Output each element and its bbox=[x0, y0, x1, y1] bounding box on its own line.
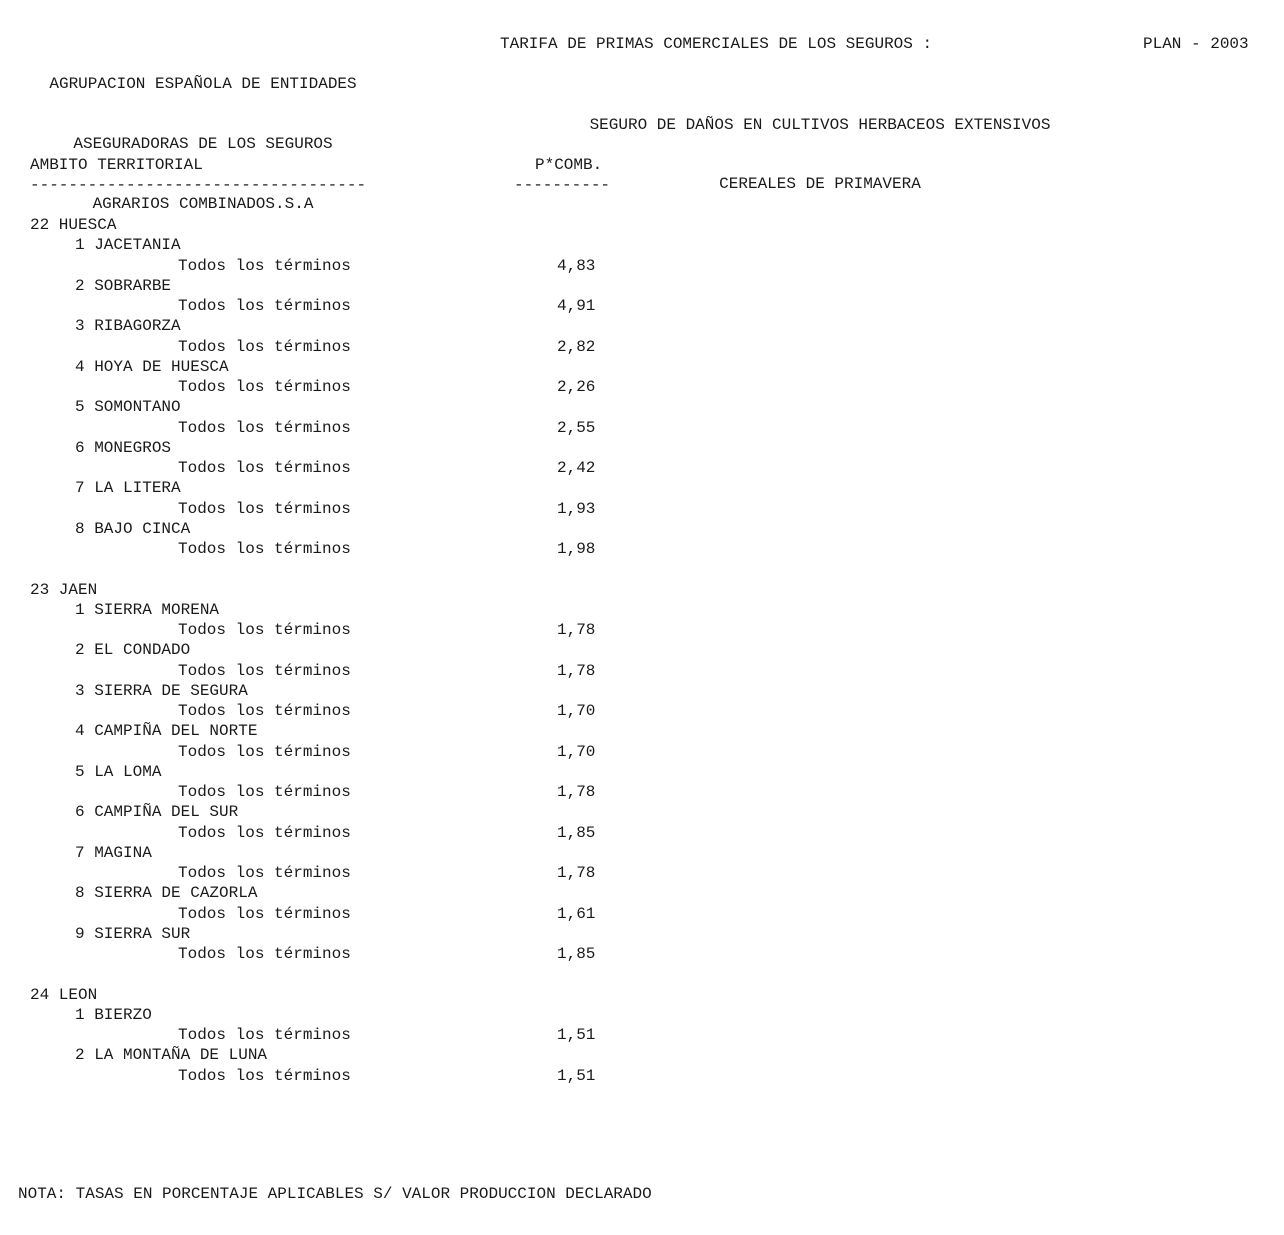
term-row bbox=[0, 418, 700, 438]
term-label: Todos los términos bbox=[178, 823, 351, 842]
premium-value: 1,51 bbox=[557, 1066, 596, 1085]
term-label: Todos los términos bbox=[178, 661, 351, 680]
org-line: AGRARIOS COMBINADOS.S.A bbox=[92, 195, 314, 213]
footer-note: NOTA: TASAS EN PORCENTAJE APLICABLES S/ VALOR PRODUCCION DECLARADO bbox=[18, 1185, 652, 1203]
premium-value: 1,78 bbox=[557, 661, 596, 680]
term-label: Todos los términos bbox=[178, 499, 351, 518]
header-rule: ---------- bbox=[514, 176, 611, 194]
comarca-name: 3 RIBAGORZA bbox=[75, 317, 181, 336]
term-label: Todos los términos bbox=[178, 702, 351, 720]
comarca-name: 6 CAMPIÑA DEL SUR bbox=[75, 803, 239, 822]
column-header-pcomb: P*COMB. bbox=[535, 156, 603, 174]
comarca-name: 1 JACETANIA bbox=[75, 236, 181, 255]
document-title: TARIFA DE PRIMAS COMERCIALES DE LOS SEGUROS : bbox=[500, 35, 933, 53]
section-gap bbox=[0, 964, 700, 984]
term-row bbox=[0, 863, 700, 883]
comarca-name: 4 CAMPIÑA DEL NORTE bbox=[75, 722, 258, 741]
term-row bbox=[0, 944, 700, 964]
premium-value: 1,78 bbox=[557, 621, 596, 639]
comarca-row bbox=[0, 478, 700, 498]
column-header-ambito: AMBITO TERRITORIAL bbox=[30, 156, 203, 174]
comarca-name: 1 SIERRA MORENA bbox=[75, 600, 220, 619]
tariff-table bbox=[0, 215, 700, 1086]
comarca-name: 9 SIERRA SUR bbox=[75, 924, 191, 943]
term-label: Todos los términos bbox=[178, 1066, 351, 1085]
comarca-name: 2 LA MONTAÑA DE LUNA bbox=[75, 1046, 268, 1065]
term-label: Todos los términos bbox=[178, 459, 351, 477]
org-line: ASEGURADORAS DE LOS SEGUROS bbox=[73, 135, 333, 153]
premium-value: 1,93 bbox=[557, 499, 596, 518]
comarca-row bbox=[0, 276, 700, 296]
comarca-row bbox=[0, 681, 700, 701]
province-name: 24 LEON bbox=[30, 985, 98, 1004]
term-label: Todos los términos bbox=[178, 418, 351, 437]
premium-value: 1,78 bbox=[557, 864, 596, 882]
province-name: 23 JAEN bbox=[30, 580, 98, 599]
comarca-row bbox=[0, 762, 700, 782]
province-name: 22 HUESCA bbox=[30, 216, 117, 234]
premium-value: 1,78 bbox=[557, 783, 596, 801]
comarca-row bbox=[0, 357, 700, 377]
org-line: AGRUPACION ESPAÑOLA DE ENTIDADES bbox=[49, 75, 357, 93]
term-row bbox=[0, 377, 700, 397]
term-row bbox=[0, 1025, 700, 1045]
premium-value: 2,42 bbox=[557, 459, 596, 477]
premium-value: 2,55 bbox=[557, 418, 596, 437]
term-label: Todos los términos bbox=[178, 621, 351, 639]
comarca-row bbox=[0, 843, 700, 863]
comarca-name: 2 EL CONDADO bbox=[75, 641, 191, 660]
term-label: Todos los términos bbox=[178, 378, 351, 396]
subtitle-line: SEGURO DE DAÑOS EN CULTIVOS HERBACEOS EXTENSIVOS bbox=[589, 116, 1051, 134]
comarca-row bbox=[0, 235, 700, 255]
premium-value: 2,26 bbox=[557, 378, 596, 396]
comarca-name: 1 BIERZO bbox=[75, 1005, 152, 1024]
term-label: Todos los términos bbox=[178, 337, 351, 356]
comarca-row bbox=[0, 924, 700, 944]
premium-value: 1,85 bbox=[557, 945, 596, 963]
term-row bbox=[0, 539, 700, 559]
term-row bbox=[0, 620, 700, 640]
comarca-row bbox=[0, 883, 700, 903]
term-row bbox=[0, 337, 700, 357]
province-row bbox=[0, 580, 700, 600]
term-row bbox=[0, 701, 700, 721]
province-row bbox=[0, 215, 700, 235]
header-rule: ----------------------------------- bbox=[30, 176, 367, 194]
comarca-name: 8 BAJO CINCA bbox=[75, 519, 191, 538]
comarca-name: 2 SOBRARBE bbox=[75, 276, 172, 295]
comarca-name: 4 HOYA DE HUESCA bbox=[75, 357, 229, 376]
premium-value: 4,91 bbox=[557, 297, 596, 315]
comarca-row bbox=[0, 802, 700, 822]
subtitle-line: CEREALES DE PRIMAVERA bbox=[719, 175, 921, 193]
comarca-row bbox=[0, 640, 700, 660]
comarca-name: 6 MONEGROS bbox=[75, 438, 172, 457]
comarca-row bbox=[0, 316, 700, 336]
comarca-row bbox=[0, 397, 700, 417]
term-label: Todos los términos bbox=[178, 1026, 351, 1044]
term-label: Todos los términos bbox=[178, 742, 351, 761]
comarca-name: 5 SOMONTANO bbox=[75, 398, 181, 417]
organization-name bbox=[18, 34, 388, 234]
premium-value: 2,82 bbox=[557, 337, 596, 356]
term-row bbox=[0, 904, 700, 924]
comarca-name: 3 SIERRA DE SEGURA bbox=[75, 681, 248, 700]
term-row bbox=[0, 782, 700, 802]
premium-value: 1,85 bbox=[557, 823, 596, 842]
term-label: Todos los términos bbox=[178, 540, 351, 558]
comarca-row bbox=[0, 438, 700, 458]
comarca-name: 5 LA LOMA bbox=[75, 762, 162, 781]
term-label: Todos los términos bbox=[178, 256, 351, 275]
comarca-row bbox=[0, 519, 700, 539]
term-row bbox=[0, 661, 700, 681]
comarca-row bbox=[0, 1045, 700, 1065]
term-row bbox=[0, 256, 700, 276]
term-label: Todos los términos bbox=[178, 783, 351, 801]
term-row bbox=[0, 458, 700, 478]
premium-value: 4,83 bbox=[557, 256, 596, 275]
premium-value: 1,70 bbox=[557, 702, 596, 720]
premium-value: 1,70 bbox=[557, 742, 596, 761]
plan-year: PLAN - 2003 bbox=[1143, 35, 1249, 53]
term-row bbox=[0, 296, 700, 316]
term-label: Todos los términos bbox=[178, 945, 351, 963]
term-row bbox=[0, 499, 700, 519]
term-row bbox=[0, 742, 700, 762]
term-row bbox=[0, 823, 700, 843]
comarca-name: 7 LA LITERA bbox=[75, 479, 181, 498]
premium-value: 1,51 bbox=[557, 1026, 596, 1044]
term-label: Todos los términos bbox=[178, 904, 351, 923]
province-row bbox=[0, 985, 700, 1005]
comarca-row bbox=[0, 600, 700, 620]
comarca-name: 7 MAGINA bbox=[75, 843, 152, 862]
comarca-row bbox=[0, 721, 700, 741]
comarca-row bbox=[0, 1005, 700, 1025]
premium-value: 1,61 bbox=[557, 904, 596, 923]
term-row bbox=[0, 1066, 700, 1086]
term-label: Todos los términos bbox=[178, 297, 351, 315]
premium-value: 1,98 bbox=[557, 540, 596, 558]
term-label: Todos los términos bbox=[178, 864, 351, 882]
comarca-name: 8 SIERRA DE CAZORLA bbox=[75, 884, 258, 903]
section-gap bbox=[0, 559, 700, 579]
